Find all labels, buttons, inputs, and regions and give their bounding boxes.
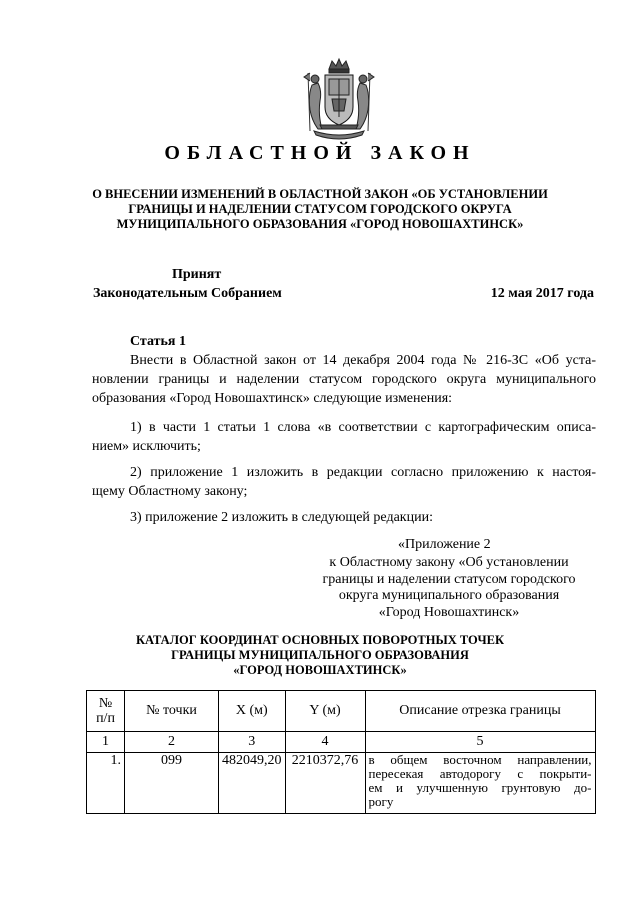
header-description: Описание отрезка границы [365,691,595,732]
description-line: рогу [368,794,394,809]
catalog-title-line: «ГОРОД НОВОШАХТИНСК» [233,663,407,677]
paragraph-line: Внести в Областной закон от 14 декабря 2004 года № 216-ЗС «Об уста- [130,353,596,368]
header-y: Y (м) [285,691,365,732]
adopted-label: Принят [172,267,222,282]
paragraph-line: 2) приложение 1 изложить в редакции согласно приложению к настоя- [130,465,596,480]
column-number-row [87,732,596,753]
catalog-title-line: КАТАЛОГ КООРДИНАТ ОСНОВНЫХ ПОВОРОТНЫХ ТОЧЕК [135,633,505,647]
description-line: пересекая автодорогу с покрыти- [368,766,592,781]
header-point: № точки [125,691,219,732]
subtitle-line: О ВНЕСЕНИИ ИЗМЕНЕНИЙ В ОБЛАСТНОЙ ЗАКОН «ОБ УСТАНОВЛЕНИИ [92,187,548,201]
column-number: 3 [219,732,286,753]
paragraph-line: образования «Город Новошахтинск» следующие изменения: [92,391,453,406]
x-coordinate: 482049,20 [219,753,286,814]
item-1-paragraph [92,418,596,456]
paragraph-line: щему Областному закону; [92,484,248,499]
appendix-line: «Город Новошахтинск» [378,604,520,620]
point-number: 099 [125,753,219,814]
paragraph-line: нием» исключить; [92,439,201,454]
table-row [87,753,596,814]
item-3-paragraph [92,508,596,527]
row-number: 1. [87,753,125,814]
item-2-paragraph [92,463,596,501]
header-x: X (м) [219,691,286,732]
appendix-line: к Областному закону «Об установлении [329,555,569,570]
adopted-by-label: Законодательным Собранием [93,286,282,301]
article-title: Статья 1 [130,334,186,349]
intro-paragraph [92,351,596,408]
paragraph-line: 1) в части 1 статьи 1 слова «в соответствии с картографическим описа- [130,420,596,435]
appendix-heading: «Приложение 2 [398,537,491,552]
segment-description [365,753,595,814]
paragraph-line: новлении границы и наделении статусом городского округа муниципального [92,372,596,387]
column-number: 1 [87,732,125,753]
column-number: 2 [125,732,219,753]
y-coordinate: 2210372,76 [285,753,365,814]
appendix-line: границы и наделении статусом городского [322,571,576,587]
header-number-symbol: № [98,696,113,711]
coordinates-table [86,690,596,814]
subtitle-line: МУНИЦИПАЛЬНОГО ОБРАЗОВАНИЯ «ГОРОД НОВОШАХТИНСК» [116,217,524,231]
coat-of-arms-icon [302,55,376,141]
adoption-date: 12 мая 2017 года [490,286,594,301]
description-line: в общем восточном направлении, [368,752,592,767]
catalog-title-line: ГРАНИЦЫ МУНИЦИПАЛЬНОГО ОБРАЗОВАНИЯ [171,648,469,662]
header-number-abbrev: п/п [96,711,115,726]
subtitle-line: ГРАНИЦЫ И НАДЕЛЕНИИ СТАТУСОМ ГОРОДСКОГО ОКРУГА [128,202,512,216]
document-title: ОБЛАСТНОЙ ЗАКОН [164,142,476,164]
law-subtitle [80,187,560,232]
description-line: ем и улучшенную грунтовую до- [368,780,592,795]
table-header-row [87,691,596,732]
catalog-title [80,633,560,678]
appendix-line: округа муниципального образования [338,588,560,603]
appendix-reference [304,555,594,621]
column-number: 5 [365,732,595,753]
paragraph-line: 3) приложение 2 изложить в следующей редакции: [130,510,433,525]
header-number [87,691,125,732]
column-number: 4 [285,732,365,753]
